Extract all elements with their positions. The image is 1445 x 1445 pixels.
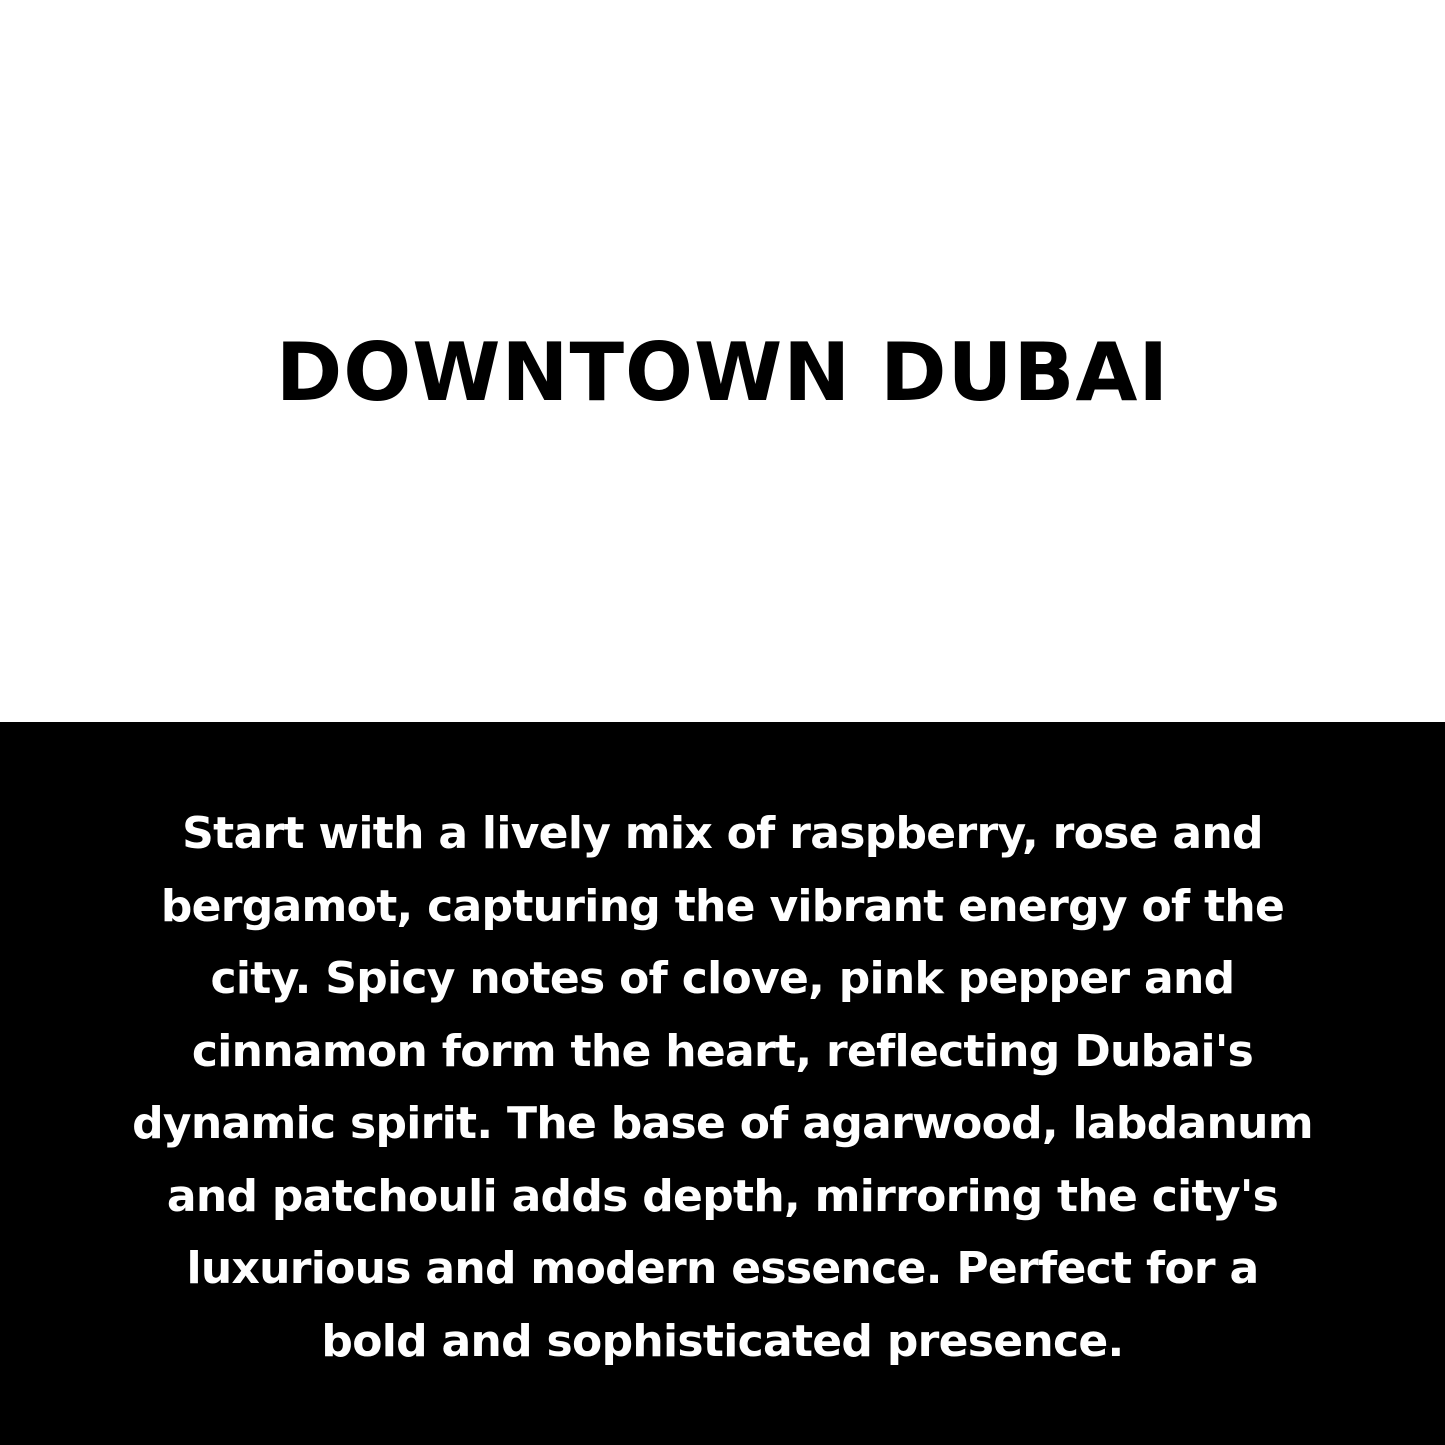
description-line: bergamot, capturing the vibrant energy of the — [160, 880, 1285, 932]
description-line: bold and sophisticated presence. — [321, 1315, 1124, 1367]
product-title: DOWNTOWN DUBAI — [275, 326, 1170, 419]
description-line: Start with a lively mix of raspberry, rose and — [182, 808, 1263, 859]
product-description — [100, 798, 1345, 1378]
description-line: dynamic spirit. The base of agarwood, labdanum — [132, 1098, 1313, 1149]
description-line: city. Spicy notes of clove, pink pepper and — [210, 953, 1235, 1004]
description-line: and patchouli adds depth, mirroring the city's — [166, 1170, 1279, 1222]
description-line: cinnamon form the heart, reflecting Dubai's — [191, 1025, 1254, 1077]
description-line: luxurious and modern essence. Perfect for a — [186, 1243, 1259, 1294]
title-panel — [0, 0, 1445, 722]
